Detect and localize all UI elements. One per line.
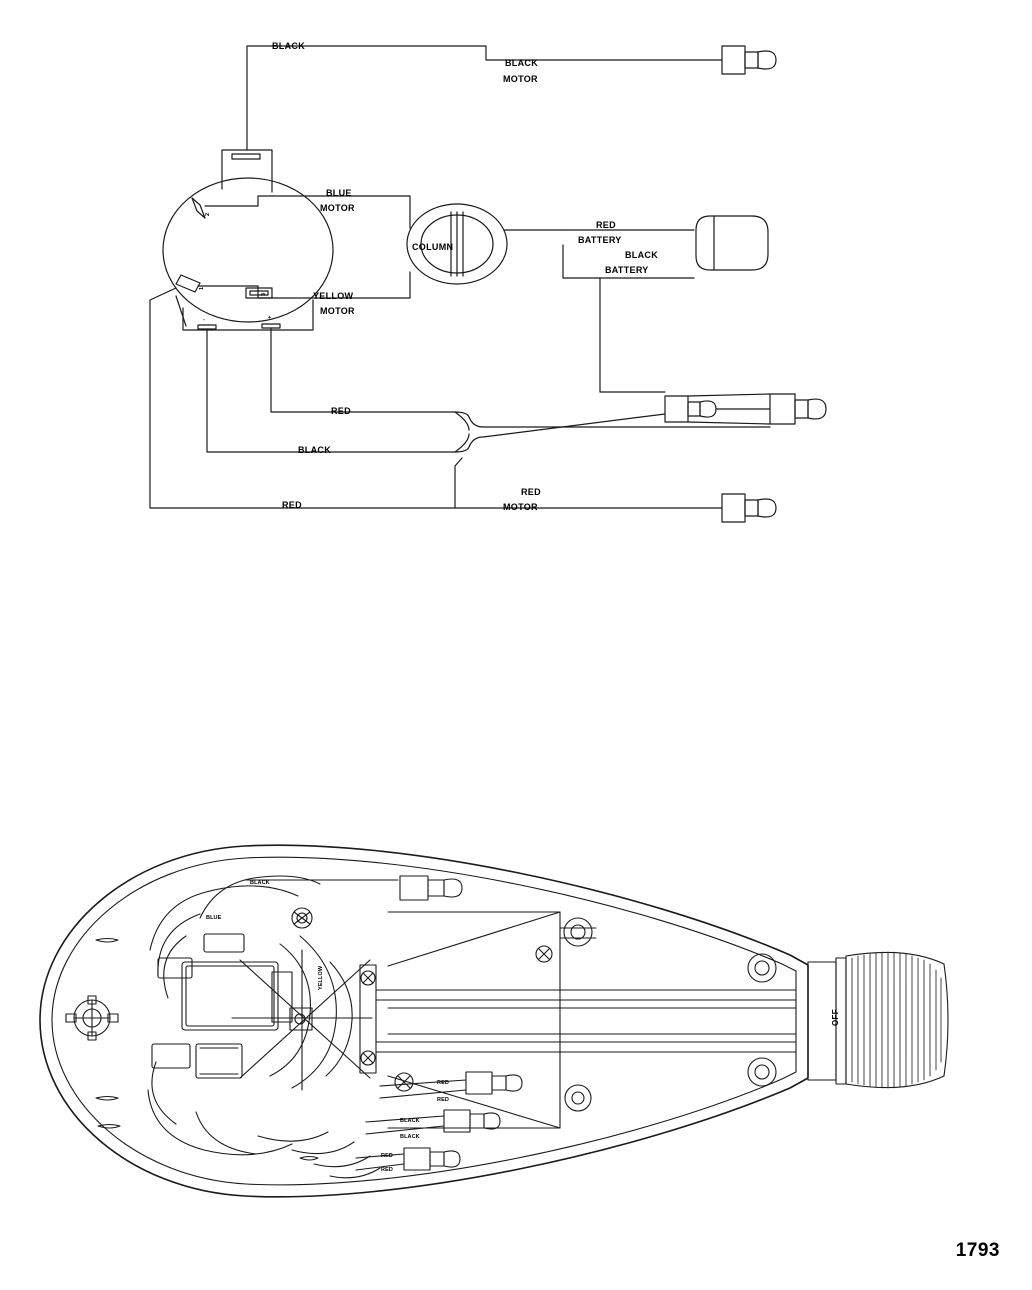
label-red-lower: RED xyxy=(282,500,302,510)
assy-label-red-4: RED xyxy=(381,1167,393,1173)
terminal-2-label: 2 xyxy=(205,212,211,216)
label-red-battery: RED xyxy=(596,220,616,230)
label-black-motor-top: BLACK xyxy=(505,58,538,68)
housing-inner-outline xyxy=(52,857,796,1185)
assy-label-blue-head: BLUE xyxy=(206,915,222,921)
label-yellow: YELLOW xyxy=(313,291,354,301)
assy-label-red-3: RED xyxy=(381,1153,393,1159)
rubber-boot xyxy=(846,952,948,1087)
label-red-motor-lower: RED xyxy=(521,487,541,497)
screw-e xyxy=(748,1058,776,1086)
shaft-collar xyxy=(360,965,376,1073)
terminal-1-label: 1 xyxy=(199,286,205,290)
assy-label-red-1: RED xyxy=(437,1080,449,1086)
housing-outline xyxy=(40,845,808,1197)
terminal-minus-label: - xyxy=(203,317,205,323)
assy-label-black-1: BLACK xyxy=(400,1118,420,1124)
terminal-plus-label: + xyxy=(268,315,272,321)
connector-assy-black-1 xyxy=(444,1110,470,1132)
label-blue-motor: MOTOR xyxy=(320,203,355,213)
label-battery-2: BATTERY xyxy=(605,265,649,275)
connector-assy-red-2 xyxy=(404,1148,430,1170)
screw-b xyxy=(565,1085,591,1111)
label-red-mid: RED xyxy=(331,406,351,416)
label-black-battery: BLACK xyxy=(625,250,658,260)
screw-c xyxy=(564,918,592,946)
label-motor-top: MOTOR xyxy=(503,74,538,84)
label-motor-lower: MOTOR xyxy=(503,502,538,512)
frame-plate xyxy=(388,912,560,1128)
label-column: COLUMN xyxy=(412,242,454,252)
label-battery-1: BATTERY xyxy=(578,235,622,245)
label-yellow-motor: MOTOR xyxy=(320,306,355,316)
assy-label-red-2: RED xyxy=(437,1097,449,1103)
control-box xyxy=(182,962,278,1030)
assy-label-black-head: BLACK xyxy=(250,880,270,886)
screw-d xyxy=(748,954,776,982)
connector-assy-red-1 xyxy=(466,1072,492,1094)
connector-assy-black xyxy=(400,876,428,900)
terminal-3-label: 3 xyxy=(261,292,267,296)
assy-label-yellow-head: YELLOW xyxy=(318,965,324,990)
assy-label-off-switch: OFF xyxy=(831,1009,840,1026)
label-blue: BLUE xyxy=(326,188,352,198)
label-black-mid: BLACK xyxy=(298,445,331,455)
label-black-top: BLACK xyxy=(272,41,305,51)
figure-number: 1793 xyxy=(955,1240,1000,1261)
assy-label-black-2: BLACK xyxy=(400,1134,420,1140)
